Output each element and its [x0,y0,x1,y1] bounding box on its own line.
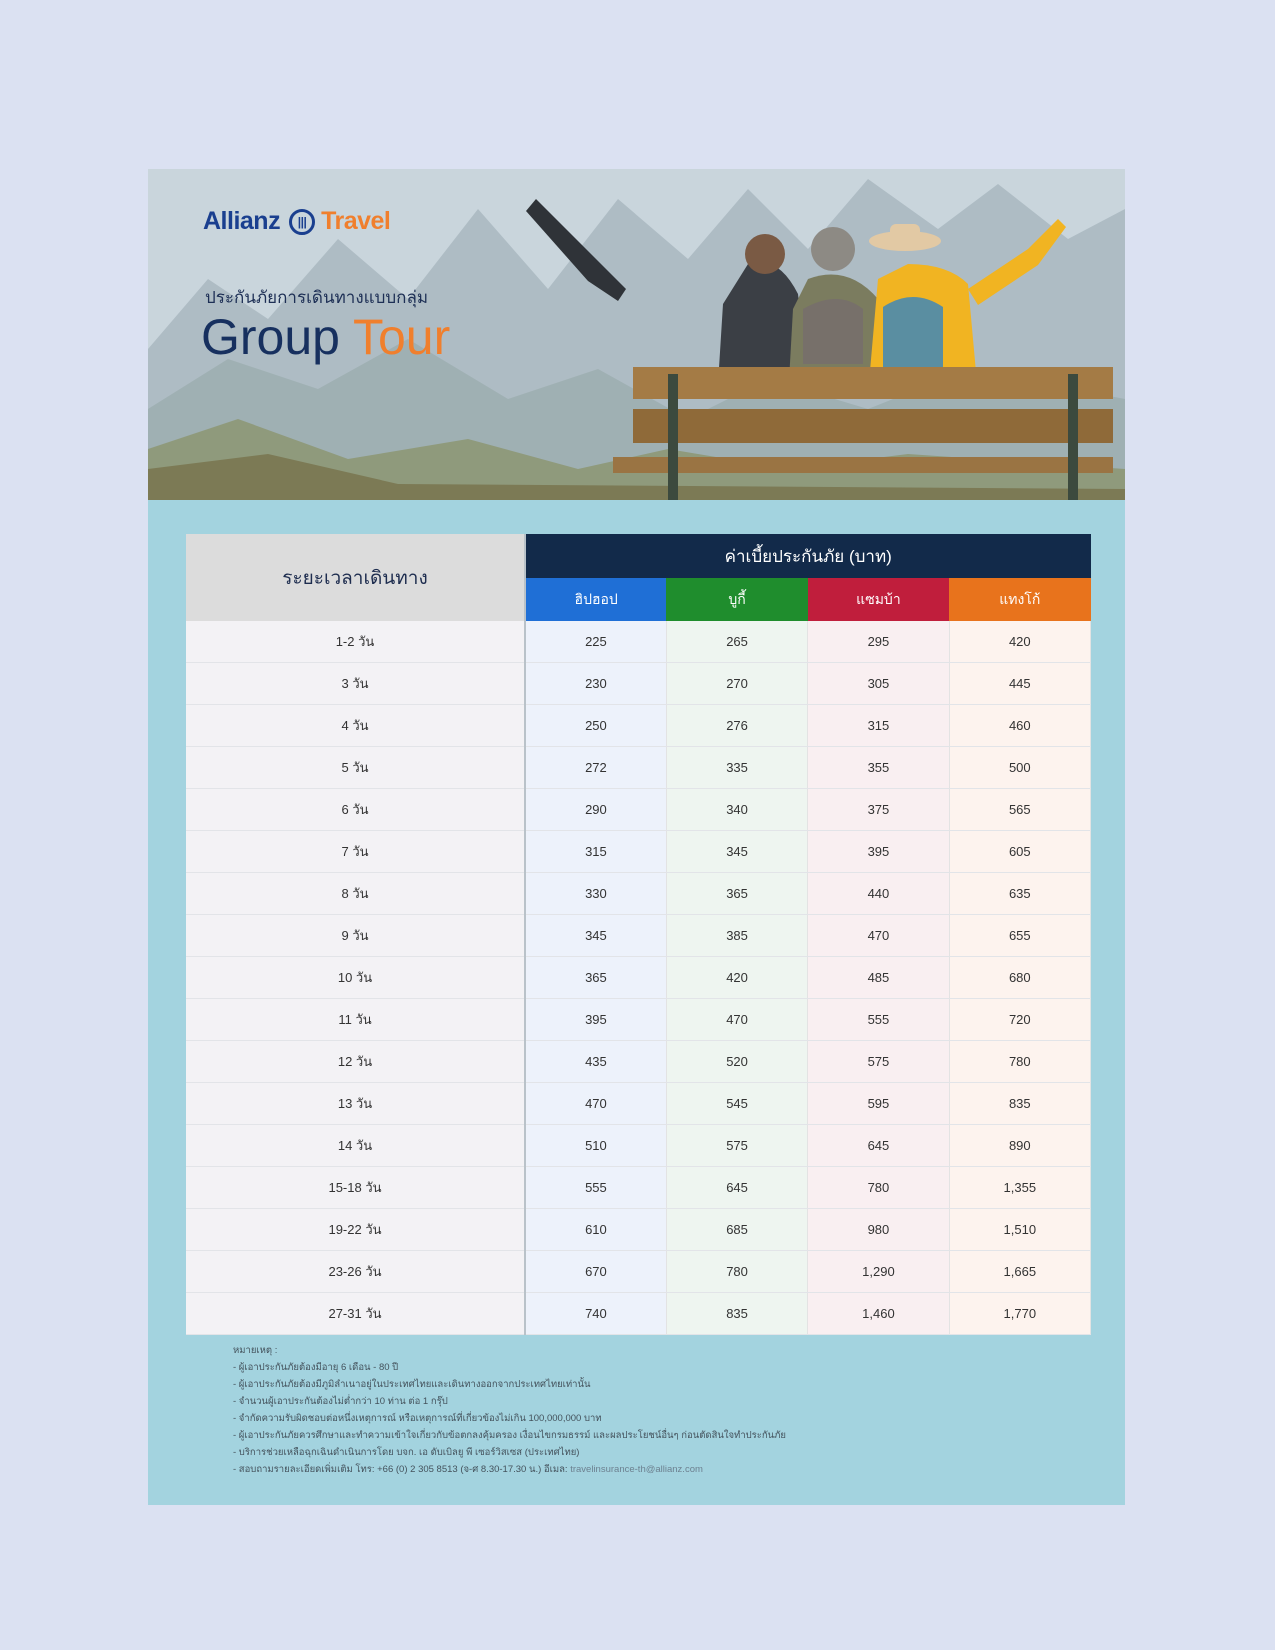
premium-cell: 555 [808,999,949,1041]
premium-cell: 395 [525,999,666,1041]
premium-cell: 305 [808,663,949,705]
premium-cell: 1,770 [949,1293,1090,1335]
duration-cell: 4 วัน [186,705,525,747]
remarks-heading: หมายเหตุ : [233,1345,278,1356]
table-row [186,621,1091,663]
premium-cell: 645 [808,1125,949,1167]
plan-header-hiphop: ฮิปฮอป [525,578,666,621]
duration-cell: 9 วัน [186,915,525,957]
premium-cell: 1,510 [949,1209,1090,1251]
duration-cell: 13 วัน [186,1083,525,1125]
premium-cell: 225 [525,621,666,663]
premium-cell: 565 [949,789,1090,831]
premium-cell: 340 [666,789,807,831]
premium-cell: 290 [525,789,666,831]
premium-cell: 780 [808,1167,949,1209]
premium-cell: 980 [808,1209,949,1251]
premium-cell: 655 [949,915,1090,957]
duration-cell: 5 วัน [186,747,525,789]
duration-cell: 19-22 วัน [186,1209,525,1251]
premium-cell: 890 [949,1125,1090,1167]
contact-line [233,1461,1093,1478]
premium-rate-table [186,534,1091,1335]
premium-cell: 635 [949,873,1090,915]
premium-cell: 355 [808,747,949,789]
premium-column-header: ค่าเบี้ยประกันภัย (บาท) [525,534,1091,578]
plan-header-samba: แซมบ้า [808,578,949,621]
premium-cell: 365 [666,873,807,915]
contact-email-link[interactable]: travelinsurance-th@allianz.com [570,1464,703,1475]
premium-cell: 365 [525,957,666,999]
remark-item: - จำนวนผู้เอาประกันต้องไม่ต่ำกว่า 10 ท่าน ต่อ 1 กรุ๊ป [233,1396,448,1407]
table-row [186,1251,1091,1293]
remark-item: - บริการช่วยเหลือฉุกเฉินดำเนินการโดย บจก. เอ ดับเบิลยู พี เซอร์วิสเซส (ประเทศไทย) [233,1447,580,1458]
premium-cell: 575 [808,1041,949,1083]
premium-cell: 250 [525,705,666,747]
title-main: Group [201,309,340,365]
premium-cell: 740 [525,1293,666,1335]
premium-cell: 420 [666,957,807,999]
title-accent: Tour [352,309,451,365]
premium-cell: 780 [666,1251,807,1293]
premium-cell: 720 [949,999,1090,1041]
premium-cell: 610 [525,1209,666,1251]
duration-cell: 11 วัน [186,999,525,1041]
premium-cell: 645 [666,1167,807,1209]
premium-cell: 595 [808,1083,949,1125]
allianz-travel-logo [203,207,390,236]
remark-item: - จำกัดความรับผิดชอบต่อหนึ่งเหตุการณ์ หรือเหตุการณ์ที่เกี่ยวข้องไม่เกิน 100,000,000 บาท [233,1413,602,1424]
duration-cell: 1-2 วัน [186,621,525,663]
table-row [186,1083,1091,1125]
premium-cell: 345 [666,831,807,873]
premium-cell: 420 [949,621,1090,663]
table-row [186,957,1091,999]
duration-cell: 15-18 วัน [186,1167,525,1209]
premium-cell: 385 [666,915,807,957]
duration-cell: 10 วัน [186,957,525,999]
premium-cell: 375 [808,789,949,831]
premium-cell: 575 [666,1125,807,1167]
page-subtitle: ประกันภัยการเดินทางแบบกลุ่ม [205,288,429,307]
table-row [186,1041,1091,1083]
premium-cell: 605 [949,831,1090,873]
premium-cell: 520 [666,1041,807,1083]
premium-cell: 270 [666,663,807,705]
premium-cell: 835 [949,1083,1090,1125]
premium-cell: 265 [666,621,807,663]
premium-cell: 1,665 [949,1251,1090,1293]
table-row [186,1167,1091,1209]
premium-cell: 780 [949,1041,1090,1083]
plan-header-tango: แทงโก้ [949,578,1090,621]
duration-cell: 27-31 วัน [186,1293,525,1335]
table-row [186,1293,1091,1335]
premium-cell: 470 [525,1083,666,1125]
premium-cell: 510 [525,1125,666,1167]
premium-cell: 1,460 [808,1293,949,1335]
premium-cell: 1,355 [949,1167,1090,1209]
premium-cell: 295 [808,621,949,663]
premium-cell: 395 [808,831,949,873]
contact-text: - สอบถามรายละเอียดเพิ่มเติม โทร: +66 (0) 2 305 8513 (จ-ศ 8.30-17.30 น.) อีเมล: [233,1464,568,1475]
duration-column-header: ระยะเวลาเดินทาง [186,534,525,621]
duration-cell: 8 วัน [186,873,525,915]
premium-cell: 500 [949,747,1090,789]
premium-cell: 335 [666,747,807,789]
allianz-eagle-icon: ||| [289,209,315,235]
table-row [186,789,1091,831]
table-row [186,1125,1091,1167]
duration-cell: 14 วัน [186,1125,525,1167]
duration-cell: 3 วัน [186,663,525,705]
premium-cell: 330 [525,873,666,915]
premium-cell: 485 [808,957,949,999]
duration-cell: 12 วัน [186,1041,525,1083]
rate-table-body [186,621,1091,1335]
table-row [186,663,1091,705]
remark-item: - ผู้เอาประกันภัยควรศึกษาและทำความเข้าใจเกี่ยวกับข้อตกลงคุ้มครอง เงื่อนไขกรมธรรม์ และผลประโยชน์อื่นๆ ก่อนตัดสินใจทำประกันภัย [233,1430,786,1441]
page-title [201,307,450,367]
premium-cell: 670 [525,1251,666,1293]
duration-cell: 6 วัน [186,789,525,831]
table-row [186,831,1091,873]
table-row [186,1209,1091,1251]
premium-cell: 272 [525,747,666,789]
hero-banner [148,169,1125,500]
table-row [186,915,1091,957]
premium-cell: 470 [666,999,807,1041]
premium-cell: 545 [666,1083,807,1125]
brand-product: Travel [321,207,391,235]
premium-cell: 445 [949,663,1090,705]
premium-cell: 315 [808,705,949,747]
table-row [186,705,1091,747]
premium-cell: 435 [525,1041,666,1083]
premium-cell: 685 [666,1209,807,1251]
premium-cell: 460 [949,705,1090,747]
premium-cell: 345 [525,915,666,957]
premium-cell: 555 [525,1167,666,1209]
premium-cell: 680 [949,957,1090,999]
duration-cell: 7 วัน [186,831,525,873]
remarks-section [233,1342,1093,1478]
remark-item: - ผู้เอาประกันภัยต้องมีอายุ 6 เดือน - 80 ปี [233,1362,399,1373]
table-row [186,747,1091,789]
premium-cell: 276 [666,705,807,747]
premium-cell: 835 [666,1293,807,1335]
table-row [186,873,1091,915]
premium-cell: 315 [525,831,666,873]
plan-header-boogie: บูกี้ [666,578,807,621]
table-row [186,999,1091,1041]
premium-cell: 440 [808,873,949,915]
brand-name: Allianz [203,207,281,235]
brochure-sheet [148,169,1125,1505]
remark-item: - ผู้เอาประกันภัยต้องมีภูมิลำเนาอยู่ในประเทศไทยและเดินทางออกจากประเทศไทยเท่านั้น [233,1379,591,1390]
duration-cell: 23-26 วัน [186,1251,525,1293]
premium-cell: 1,290 [808,1251,949,1293]
premium-cell: 470 [808,915,949,957]
premium-cell: 230 [525,663,666,705]
